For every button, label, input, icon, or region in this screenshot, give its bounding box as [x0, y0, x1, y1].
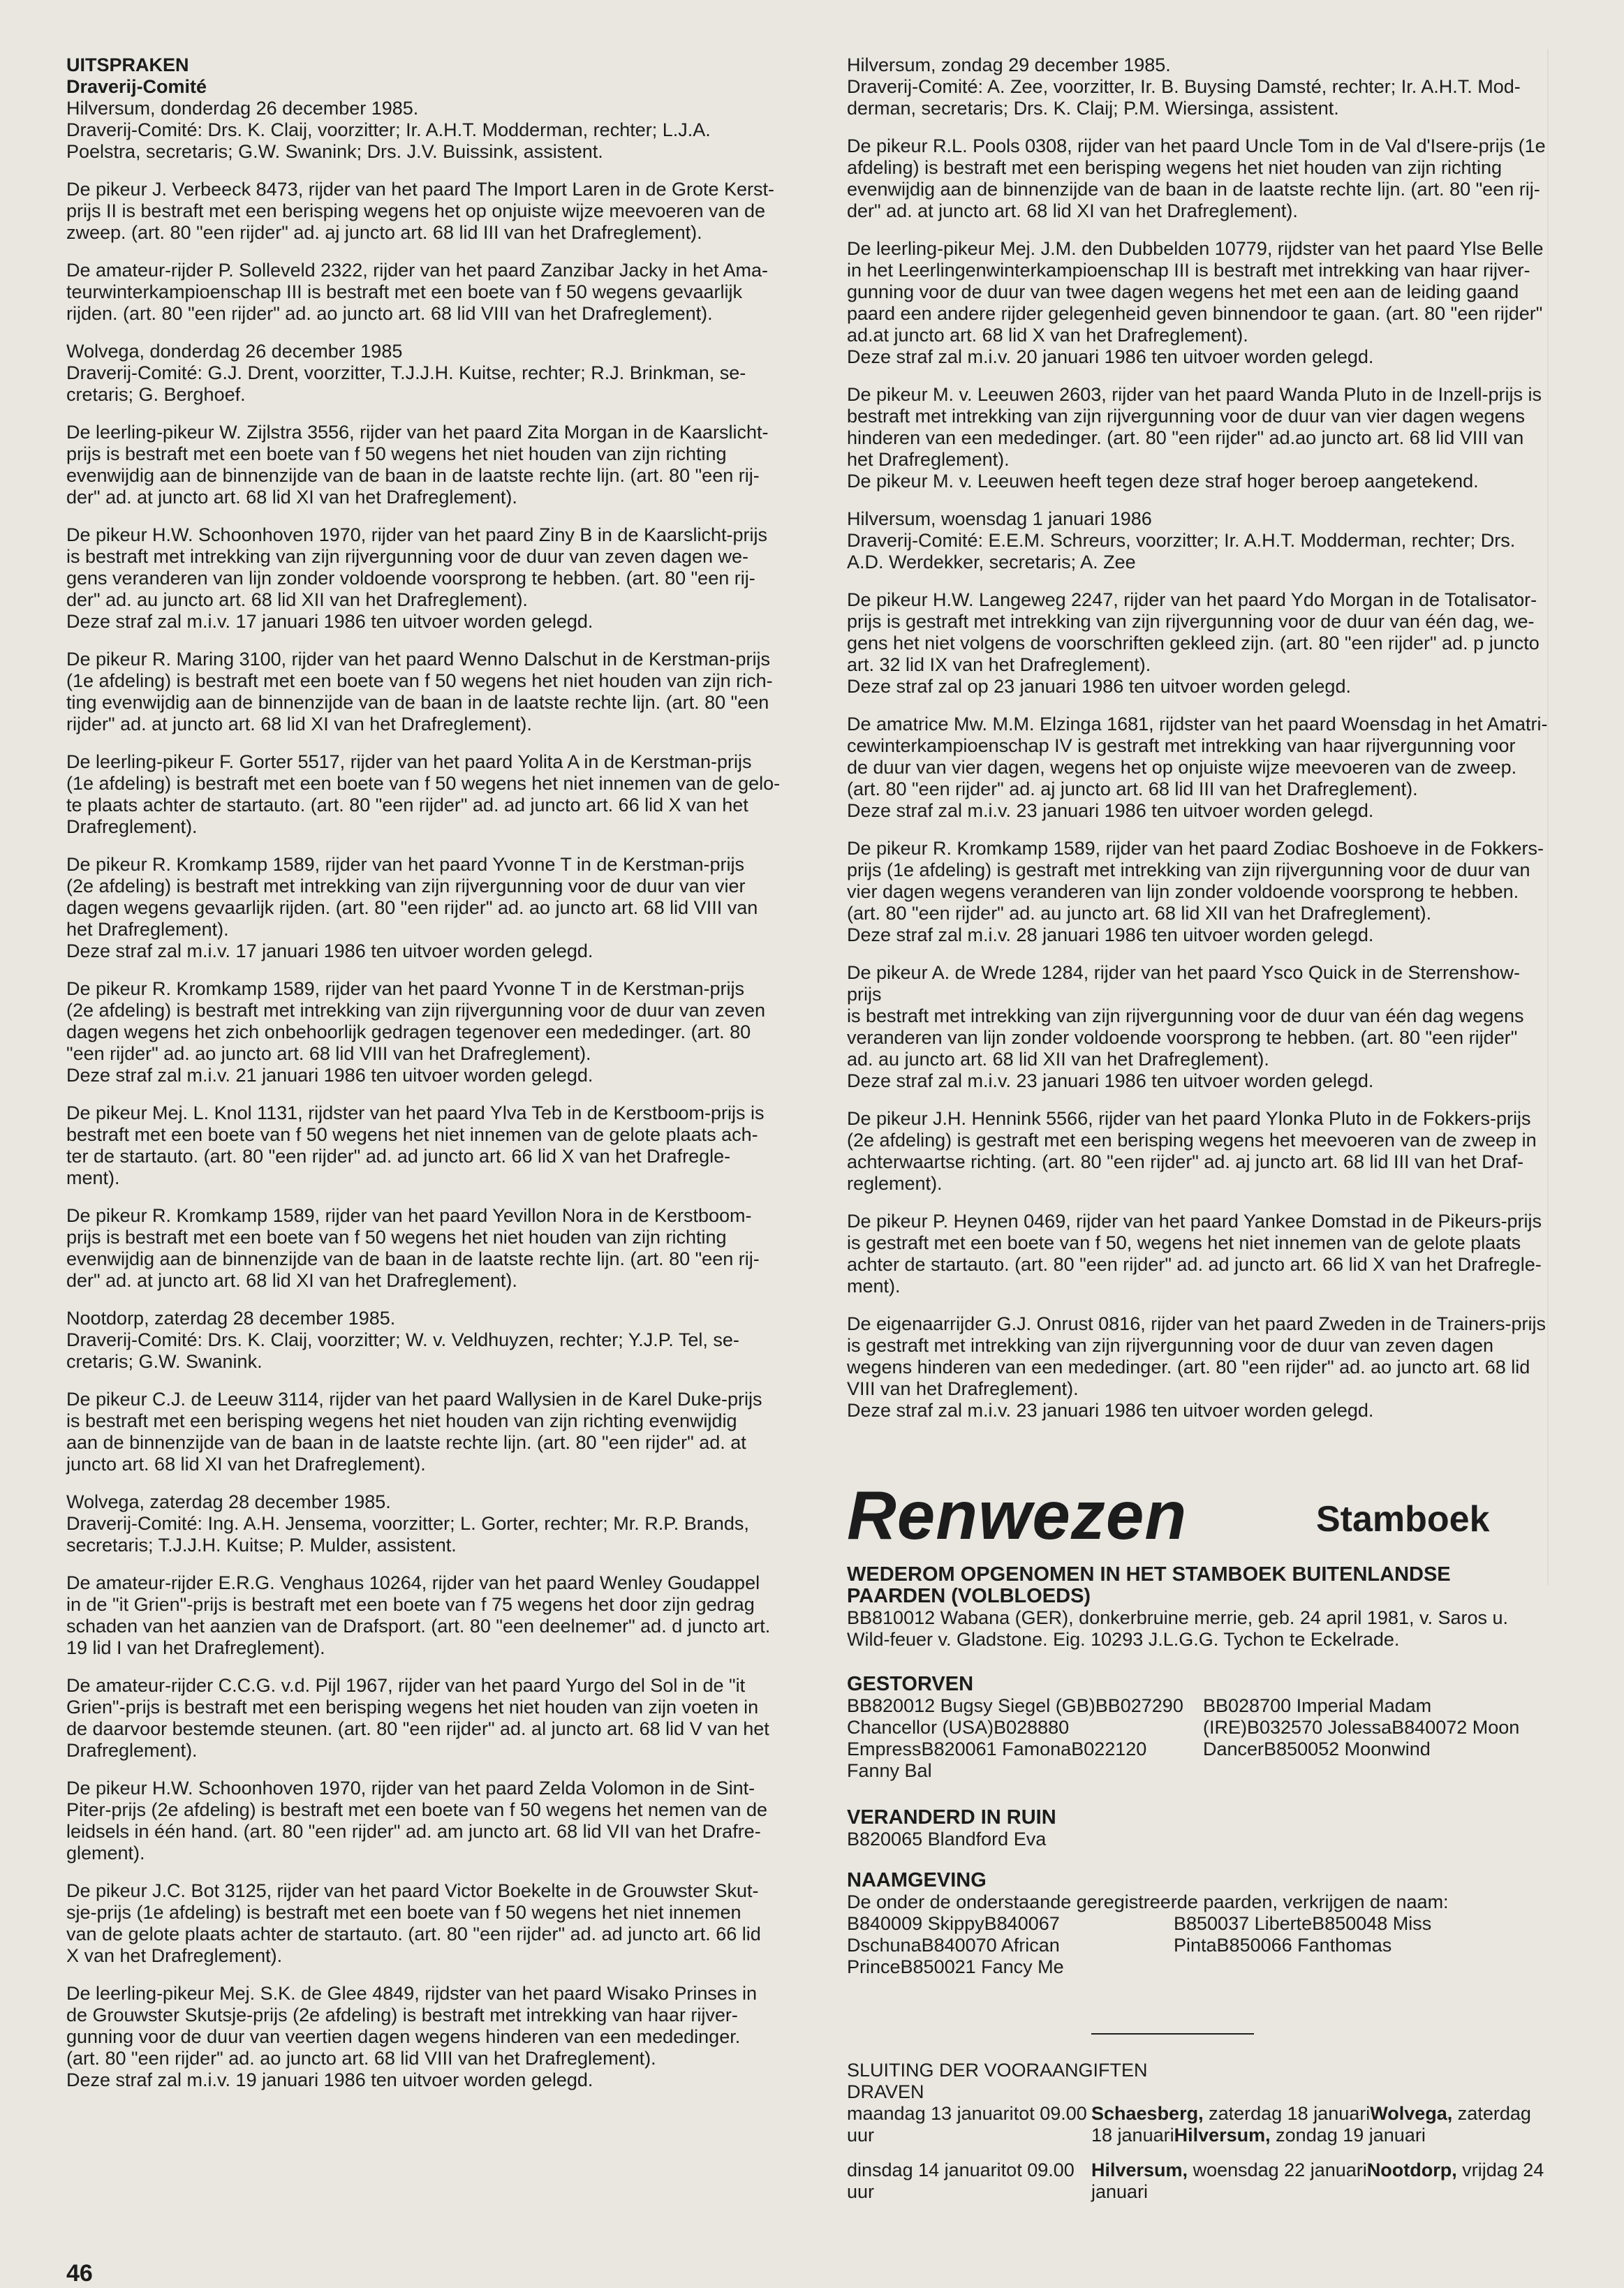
text-line: prijs II is bestraft met een berisping wegens het op onjuiste wijze meevoeren van de — [66, 200, 766, 221]
text-line: De leerling-pikeur W. Zijlstra 3556, rijder van het paard Zita Morgan in de Kaarslicht- — [66, 422, 769, 443]
text-line: VIII van het Drafreglement). — [847, 1378, 1079, 1399]
text-line: Deze straf zal m.i.v. 20 januari 1986 ten uitvoer worden gelegd. — [847, 346, 1374, 367]
text-line: Draverij-Comité: E.E.M. Schreurs, voorzitter; Ir. A.H.T. Modderman, rechter; Drs. — [847, 530, 1516, 551]
stamboek-entry: B840072 Moon Dancer — [1203, 1717, 1520, 1759]
text-line: het Drafreglement). — [847, 449, 1010, 470]
text-line: Grien"-prijs is bestraft met een berisping wegens het niet houden van zijn voeten in — [66, 1697, 759, 1718]
text-line: de daarvoor bestemde steunen. (art. 80 "een rijder" ad. al juncto art. 68 lid V van het — [66, 1718, 769, 1739]
stamboek-entry: B850021 Fancy Me — [900, 1956, 1064, 1977]
stamboek-entry: B850037 Liberte — [1174, 1913, 1313, 1934]
stamboek-entry: BB820012 Bugsy Siegel (GB) — [847, 1695, 1095, 1716]
text-line: Draverij-Comité: G.J. Drent, voorzitter, T.J.J.H. Kuitse, rechter; R.J. Brinkman, se- — [66, 362, 746, 383]
text-line: Deze straf zal m.i.v. 23 januari 1986 ten uitvoer worden gelegd. — [847, 1070, 1374, 1091]
text-line: de Grouwster Skutsje-prijs (2e afdeling) is bestraft met intrekking van haar rijver- — [66, 2005, 738, 2025]
text-line: De eigenaarrijder G.J. Onrust 0816, rijder van het paard Zweden in de Trainers-prijs — [847, 1313, 1546, 1334]
ruling-paragraph — [847, 54, 1552, 119]
stamboek-entry: BB027290 Chancellor (USA) — [847, 1695, 1183, 1738]
text-line: evenwijdig aan de binnenzijde van de baan in de laatste rechte lijn. (art. 80 "een rij- — [66, 1248, 760, 1269]
text-line: De pikeur J.C. Bot 3125, rijder van het paard Victor Boekelte in de Grouwster Skut- — [66, 1880, 759, 1901]
text-line: prijs (1e afdeling) is gestraft met intrekking van zijn rijvergunning voor de duur van — [847, 859, 1530, 880]
sluiting-subtitle: DRAVEN — [847, 2081, 924, 2102]
text-line: dagen wegens het zich onbehoorlijk gedragen tegenover een mededinger. (art. 80 — [66, 1021, 751, 1042]
text-line: Deze straf zal m.i.v. 23 januari 1986 ten uitvoer worden gelegd. — [847, 800, 1374, 821]
text-line: Deze straf zal m.i.v. 21 januari 1986 ten uitvoer worden gelegd. — [66, 1065, 593, 1086]
text-line: Drafreglement). — [66, 1740, 198, 1761]
text-line: cretaris; G.W. Swanink. — [66, 1351, 263, 1372]
ruling-paragraph — [847, 962, 1552, 1092]
text-line: X van het Drafreglement). — [66, 1945, 283, 1966]
text-line: juncto art. 68 lid XI van het Drafreglement). — [66, 1454, 426, 1475]
text-line: evenwijdig aan de binnenzijde van de baan in de laatste rechte lijn. (art. 80 "een rij- — [847, 179, 1540, 200]
ruling-paragraph — [66, 341, 810, 406]
meeting-place: Schaesberg, — [1091, 2103, 1204, 2124]
text-line: A.D. Werdekker, secretaris; A. Zee — [847, 552, 1136, 573]
ruling-paragraph — [847, 238, 1552, 368]
text-line: (art. 80 "een rijder" ad. aj juncto art. 68 lid III van het Drafreglement). — [847, 778, 1418, 799]
divider-rule — [1091, 2033, 1254, 2035]
meeting-date: woensdag 22 januari — [1188, 2160, 1367, 2180]
text-line: De pikeur R. Kromkamp 1589, rijder van het paard Yvonne T in de Kerstman-prijs — [66, 978, 744, 999]
text-line: Wolvega, donderdag 26 december 1985 — [66, 341, 403, 362]
naamgeving-list — [847, 1913, 1552, 1978]
text-line: van de gelote plaats achter de startauto. (art. 80 "een rijder" ad. ad juncto art. 66 lid — [66, 1924, 761, 1944]
text-line: gens veranderen van lijn zonder voldoende voorsprong te hebben. (art. 80 "een rij- — [66, 568, 755, 589]
text-line: Deze straf zal m.i.v. 28 januari 1986 ten uitvoer worden gelegd. — [847, 924, 1374, 945]
text-line: De pikeur R.L. Pools 0308, rijder van het paard Uncle Tom in de Val d'Isere-prijs (1e — [847, 135, 1546, 156]
text-line: Deze straf zal m.i.v. 19 januari 1986 ten uitvoer worden gelegd. — [66, 2069, 593, 2090]
text-line: teurwinterkampioenschap III is bestraft met een boete van f 50 wegens gevaarlijk — [66, 281, 743, 302]
text-line: ter de startauto. (art. 80 "een rijder" ad. ad juncto art. 66 lid X van het Drafregle- — [66, 1146, 731, 1167]
naamgeving-right-column — [1174, 1913, 1523, 1978]
text-line: aan de binnenzijde van de baan in de laatste rechte lijn. (art. 80 "een rijder" ad. at — [66, 1432, 746, 1453]
ruling-paragraph — [847, 838, 1552, 946]
text-line: Poelstra, secretaris; G.W. Swanink; Drs. J.V. Buissink, assistent. — [66, 141, 603, 162]
text-line: ad.at juncto art. 68 lid X van het Drafreglement). — [847, 325, 1248, 346]
text-line: De amateur-rijder P. Solleveld 2322, rijder van het paard Zanzibar Jacky in het Ama- — [66, 260, 769, 281]
text-line: gens het niet volgens de voorschriften gekleed zijn. (art. 80 "een rijder" ad. p juncto — [847, 633, 1540, 654]
ruling-paragraph — [66, 1389, 810, 1475]
gestorven-title: GESTORVEN — [847, 1673, 974, 1695]
text-line: De pikeur R. Kromkamp 1589, rijder van het paard Yvonne T in de Kerstman-prijs — [66, 854, 744, 875]
text-line: rijder" ad. at juncto art. 68 lid XI van het Drafreglement). — [66, 714, 532, 735]
text-line: prijs is gestraft met intrekking van zijn rijvergunning voor de duur van één dag, we- — [847, 611, 1535, 632]
text-line: gunning voor de duur van twee dagen wegens het met een aan de leiding gaand — [847, 281, 1519, 302]
text-line: Deze straf zal m.i.v. 23 januari 1986 ten uitvoer worden gelegd. — [847, 1400, 1374, 1421]
text-line: De pikeur J.H. Hennink 5566, rijder van het paard Ylonka Pluto in de Fokkers-prijs — [847, 1108, 1531, 1129]
deadline-line: dinsdag 14 januari — [847, 2160, 1001, 2180]
text-line: prijs is bestraft met een boete van f 50 wegens het niet houden van zijn richting — [66, 443, 727, 464]
text-line: De pikeur Mej. L. Knol 1131, rijdster van het paard Ylva Teb in de Kerstboom-prijs is — [66, 1102, 765, 1123]
text-line: Nootdorp, zaterdag 28 december 1985. — [66, 1308, 396, 1329]
text-line: "een rijder" ad. ao juncto art. 68 lid VIII van het Drafreglement). — [66, 1043, 591, 1064]
text-line: Drafreglement). — [66, 816, 198, 837]
text-line: De pikeur P. Heynen 0469, rijder van het paard Yankee Domstad in de Pikeurs-prijs — [847, 1211, 1542, 1232]
ruling-paragraph — [66, 1308, 810, 1373]
text-line: (2e afdeling) is bestraft met intrekking van zijn rijvergunning voor de duur van vier — [66, 876, 746, 896]
ruling-paragraph — [847, 135, 1552, 222]
right-column — [847, 54, 1552, 1438]
text-line: ment). — [66, 1167, 120, 1188]
stamboek-entry: BB028700 Imperial Madam (IRE) — [1203, 1695, 1432, 1738]
ruling-paragraph — [66, 524, 810, 633]
ruling-paragraph — [66, 1675, 810, 1762]
text-line: art. 32 lid IX van het Drafreglement). — [847, 654, 1151, 675]
stamboek-title: Stamboek — [1316, 1499, 1490, 1540]
text-line: De pikeur C.J. de Leeuw 3114, rijder van het paard Wallysien in de Karel Duke-prijs — [66, 1389, 762, 1410]
text-line: De leerling-pikeur Mej. S.K. de Glee 4849, rijdster van het paard Wisako Prinses in — [66, 1983, 757, 2004]
stamboek-entry: B850066 Fanthomas — [1216, 1935, 1392, 1956]
text-line: De pikeur H.W. Schoonhoven 1970, rijder van het paard Zelda Volomon in de Sint- — [66, 1778, 755, 1799]
text-line: De pikeur M. v. Leeuwen 2603, rijder van het paard Wanda Pluto in de Inzell-prijs is — [847, 384, 1542, 405]
left-ruling-list — [66, 98, 810, 2091]
wederom-entry — [847, 1607, 1552, 1651]
text-line: ment). — [847, 1276, 901, 1297]
text-line: De leerling-pikeur F. Gorter 5517, rijder van het paard Yolita A in de Kerstman-prijs — [66, 751, 752, 772]
stamboek-entry: B840070 African Prince — [847, 1935, 1060, 1977]
text-line: cretaris; G. Berghoef. — [66, 384, 246, 405]
ruling-paragraph — [847, 589, 1552, 698]
text-line: de duur van vier dagen, wegens het op onjuiste wijze meevoeren van de zweep. — [847, 757, 1517, 778]
deadline-line: maandag 13 januari — [847, 2103, 1014, 2124]
text-line: is bestraft met intrekking van zijn rijvergunning voor de duur van zeven dagen we- — [66, 546, 749, 567]
ruling-paragraph — [847, 1108, 1552, 1195]
text-line: Wolvega, zaterdag 28 december 1985. — [66, 1491, 391, 1512]
ruling-paragraph — [66, 1778, 810, 1864]
text-line: hinderen van een mededinger. (art. 80 "een rijder" ad.ao juncto art. 68 lid VIII van — [847, 427, 1524, 448]
stamboek-entry: B820061 Famona — [921, 1739, 1072, 1759]
sluiting-title: SLUITING DER VOORAANGIFTEN — [847, 2060, 1148, 2081]
text-line: De pikeur H.W. Schoonhoven 1970, rijder van het paard Ziny B in de Kaarslicht-prijs — [66, 524, 768, 545]
text-line: achterwaartse richting. (art. 80 "een rijder" ad. aj juncto art. 68 lid III van het Draf- — [847, 1151, 1524, 1172]
renwezen-title: Renwezen — [847, 1477, 1188, 1553]
text-line: is gestraft met een boete van f 50, wegens het niet innemen van de gelote plaats — [847, 1232, 1521, 1253]
bleed-through-margin — [1547, 49, 1618, 1585]
text-line: De pikeur M. v. Leeuwen heeft tegen deze straf hoger beroep aangetekend. — [847, 471, 1479, 492]
text-line: het Drafreglement). — [66, 919, 229, 940]
meeting-line — [1091, 2103, 1370, 2124]
ruling-paragraph — [66, 1983, 810, 2091]
meeting-place: Nootdorp, — [1366, 2160, 1457, 2180]
renwezen-header — [847, 1477, 1552, 1553]
ruin-title: VERANDERD IN RUIN — [847, 1806, 1056, 1829]
text-line: achter de startauto. (art. 80 "een rijder" ad. ad juncto art. 66 lid X van het Drafregle- — [847, 1254, 1542, 1275]
text-line: De pikeur H.W. Langeweg 2247, rijder van het paard Ydo Morgan in de Totalisator- — [847, 589, 1537, 610]
text-line: derman, secretaris; Drs. K. Claij; P.M. Wiersinga, assistent. — [847, 98, 1339, 119]
text-line: Draverij-Comité: A. Zee, voorzitter, Ir. B. Buysing Damsté, rechter; Ir. A.H.T. Mod- — [847, 76, 1521, 97]
meeting-line — [1091, 2160, 1367, 2180]
stamboek-entry: B840009 Skippy — [847, 1913, 984, 1934]
text-line: Hilversum, donderdag 26 december 1985. — [66, 98, 419, 119]
text-line: (1e afdeling) is bestraft met een boete van f 50 wegens het niet innemen van de gelo- — [66, 773, 781, 794]
text-line: prijs is bestraft met een boete van f 50 wegens het niet houden van zijn richting — [66, 1227, 727, 1248]
text-line: Hilversum, woensdag 1 januari 1986 — [847, 508, 1152, 529]
text-line: ting evenwijdig aan de binnenzijde van de baan in de laatste rechte lijn. (art. 80 "een — [66, 692, 769, 713]
text-line: evenwijdig aan de binnenzijde van de baan in de laatste rechte lijn. (art. 80 "een rij- — [66, 465, 760, 486]
stamboek-entry: B032570 Jolessa — [1247, 1717, 1392, 1738]
ruling-paragraph — [847, 1313, 1552, 1422]
text-line: schaden van het aanzien van de Drafsport. (art. 80 "een deelnemer" ad. d juncto art. — [66, 1616, 771, 1637]
text-line: De pikeur R. Kromkamp 1589, rijder van het paard Zodiac Boshoeve in de Fokkers- — [847, 838, 1544, 859]
ruling-paragraph — [66, 179, 810, 244]
text-line: Deze straf zal m.i.v. 17 januari 1986 ten uitvoer worden gelegd. — [66, 611, 593, 632]
ruling-paragraph — [66, 1572, 810, 1659]
text-line: ad. au juncto art. 68 lid XII van het Drafreglement). — [847, 1049, 1269, 1070]
text-line: Piter-prijs (2e afdeling) is bestraft met een boete van f 50 wegens het nemen van de — [66, 1799, 768, 1820]
ruling-paragraph — [66, 1205, 810, 1292]
text-line: Deze straf zal op 23 januari 1986 ten uitvoer worden gelegd. — [847, 676, 1351, 697]
wederom-line: BB810012 Wabana (GER), donkerbruine merrie, geb. 24 april 1981, v. Saros u. Wild- — [847, 1607, 1509, 1650]
ruling-paragraph — [66, 1880, 810, 1967]
text-line: wegens hinderen van een mededinger. (art. 80 "een rijder" ad. ao juncto art. 68 lid — [847, 1357, 1530, 1378]
meeting-date: zaterdag 18 januari — [1091, 2103, 1531, 2146]
text-line: veranderen van lijn zonder voldoende voorsprong te hebben. (art. 80 "een rijder" — [847, 1027, 1518, 1048]
text-line: gunning voor de duur van veertien dagen wegens hinderen van een mededinger. — [66, 2026, 741, 2047]
text-line: reglement). — [847, 1173, 943, 1194]
text-line: Hilversum, zondag 29 december 1985. — [847, 54, 1171, 75]
text-line: De leerling-pikeur Mej. J.M. den Dubbelden 10779, rijdster van het paard Ylse Belle — [847, 238, 1544, 259]
text-line: De amatrice Mw. M.M. Elzinga 1681, rijdster van het paard Woensdag in het Amatri- — [847, 714, 1548, 735]
gestorven-right-column — [1203, 1695, 1552, 1782]
stamboek-entry: B820065 Blandford Eva — [847, 1829, 1047, 1850]
text-line: De pikeur A. de Wrede 1284, rijder van het paard Ysco Quick in de Sterrenshow-prijs — [847, 962, 1521, 1005]
text-line: rijden. (art. 80 "een rijder" ad. ao juncto art. 68 lid VIII van het Drafreglement). — [66, 303, 713, 324]
meeting-place: Hilversum, — [1091, 2160, 1188, 2180]
ruling-paragraph — [847, 1211, 1552, 1297]
naamgeving-intro: De onder de onderstaande geregistreerde paarden, verkrijgen de naam: — [847, 1891, 1449, 1912]
ruling-paragraph — [66, 854, 810, 962]
text-line: (art. 80 "een rijder" ad. au juncto art. 68 lid XII van het Drafreglement). — [847, 903, 1432, 924]
text-line: zweep. (art. 80 "een rijder" ad. aj juncto art. 68 lid III van het Drafreglement). — [66, 222, 702, 243]
ruling-paragraph — [66, 422, 810, 508]
sluiting-schedule — [847, 2103, 1552, 2203]
meeting-date: vrijdag 24 januari — [1091, 2160, 1544, 2202]
sluiting-row — [847, 2160, 1552, 2203]
text-line: te plaats achter de startauto. (art. 80 "een rijder" ad. ad juncto art. 66 lid X van het — [66, 795, 748, 815]
text-line: secretaris; T.J.J.H. Kuitse; P. Mulder, assistent. — [66, 1535, 457, 1556]
wederom-title: WEDEROM OPGENOMEN IN HET STAMBOEK BUITENLANDSE PAARDEN (VOLBLOEDS) — [847, 1563, 1451, 1607]
meeting-line — [1174, 2125, 1426, 2146]
text-line: Draverij-Comité: Ing. A.H. Jensema, voorzitter; L. Gorter, rechter; Mr. R.P. Brands, — [66, 1513, 749, 1534]
meeting-date: zaterdag 18 januari — [1203, 2103, 1371, 2124]
text-line: afdeling) is bestraft met een berisping wegens het niet houden van zijn richting — [847, 157, 1503, 178]
gestorven-list — [847, 1695, 1552, 1782]
left-column — [66, 54, 810, 2107]
naamgeving-left-column — [847, 1913, 1174, 1978]
sluiting-section — [847, 2060, 1552, 2216]
text-line: Draverij-Comité: Drs. K. Claij, voorzitter; Ir. A.H.T. Modderman, rechter; L.J.A. — [66, 119, 711, 140]
text-line: De amateur-rijder E.R.G. Venghaus 10264, rijder van het paard Wenley Goudappel — [66, 1572, 760, 1593]
sluiting-meetings — [1091, 2160, 1552, 2203]
wederom-line: feuer v. Gladstone. Eig. 10293 J.L.G.G. Tychon te Eckelrade. — [889, 1629, 1400, 1650]
text-line: De pikeur J. Verbeeck 8473, rijder van het paard The Import Laren in de Grote Kerst- — [66, 179, 775, 200]
text-line: bestraft met een boete van f 50 wegens het niet innemen van de gelote plaats ach- — [66, 1124, 758, 1145]
meeting-place: Hilversum, — [1174, 2125, 1271, 2146]
text-line: Deze straf zal m.i.v. 17 januari 1986 ten uitvoer worden gelegd. — [66, 940, 593, 961]
deadline-line: tot 09.00 uur — [847, 2103, 1087, 2146]
text-line: dagen wegens gevaarlijk rijden. (art. 80 "een rijder" ad. ao juncto art. 68 lid VIII van — [66, 897, 758, 918]
text-line: (2e afdeling) is bestraft met intrekking van zijn rijvergunning voor de duur van zeven — [66, 1000, 766, 1021]
draverij-comite-subheading: Draverij-Comité — [66, 76, 207, 97]
ruling-paragraph — [66, 978, 810, 1086]
ruling-paragraph — [66, 751, 810, 838]
text-line: leidsels in één hand. (art. 80 "een rijder" ad. am juncto art. 68 lid VII van het Drafre- — [66, 1821, 761, 1842]
text-line: 19 lid I van het Drafreglement). — [66, 1637, 325, 1658]
text-line: der" ad. at juncto art. 68 lid XI van het Drafreglement). — [847, 200, 1298, 221]
gestorven-left-column — [847, 1695, 1203, 1782]
text-line: (1e afdeling) is bestraft met een boete van f 50 wegens het niet houden van zijn rich- — [66, 670, 773, 691]
text-line: (2e afdeling) is gestraft met een berisping wegens het meevoeren van de zweep in — [847, 1130, 1537, 1151]
ruin-list — [847, 1829, 1552, 1850]
ruling-paragraph — [66, 98, 810, 163]
text-line: is bestraft met intrekking van zijn rijvergunning voor de duur van één dag wegens — [847, 1005, 1524, 1026]
ruling-paragraph — [847, 714, 1552, 822]
ruling-paragraph — [66, 1102, 810, 1189]
ruling-paragraph — [66, 260, 810, 325]
sluiting-deadline — [847, 2160, 1091, 2203]
text-line: paard een andere rijder gelegenheid geven binnendoor te gaan. (art. 80 "een rijder" — [847, 303, 1543, 324]
text-line: der" ad. at juncto art. 68 lid XI van het Drafreglement). — [66, 1270, 517, 1291]
sluiting-deadline — [847, 2103, 1091, 2146]
stamboek-entry: B840067 Dschuna — [847, 1913, 1060, 1956]
text-line: in het Leerlingenwinterkampioenschap III is bestraft met intrekking van haar rijver- — [847, 260, 1530, 281]
ruling-paragraph — [66, 1491, 810, 1556]
stamboek-entry: B850048 Miss Pinta — [1174, 1913, 1432, 1956]
uitspraken-heading: UITSPRAKEN — [66, 54, 189, 75]
text-line: in de "it Grien"-prijs is bestraft met een boete van f 75 wegens het door zijn gedrag — [66, 1594, 755, 1615]
sluiting-meetings — [1091, 2103, 1552, 2146]
stamboek-entry: B850052 Moonwind — [1264, 1739, 1431, 1759]
text-line: is bestraft met een berisping wegens het niet houden van zijn richting evenwijdig — [66, 1410, 737, 1431]
ruling-paragraph — [847, 384, 1552, 492]
right-ruling-list — [847, 54, 1552, 1422]
naamgeving-title: NAAMGEVING — [847, 1869, 987, 1891]
text-line: bestraft met intrekking van zijn rijvergunning voor de duur van vier dagen wegens — [847, 406, 1526, 427]
text-line: Draverij-Comité: Drs. K. Claij, voorzitter; W. v. Veldhuyzen, rechter; Y.J.P. Tel, se- — [66, 1329, 739, 1350]
stamboek-section — [847, 1564, 1552, 1978]
text-line: De pikeur R. Maring 3100, rijder van het paard Wenno Dalschut in de Kerstman-prijs — [66, 649, 770, 670]
text-line: De amateur-rijder C.C.G. v.d. Pijl 1967, rijder van het paard Yurgo del Sol in de "it — [66, 1675, 746, 1696]
stamboek-entry: B028880 Empress — [847, 1717, 1070, 1759]
text-line: glement). — [66, 1843, 145, 1863]
meeting-date: zondag 19 januari — [1270, 2125, 1426, 2146]
text-line: De pikeur R. Kromkamp 1589, rijder van het paard Yevillon Nora in de Kerstboom- — [66, 1205, 752, 1226]
text-line: vier dagen wegens veranderen van lijn zonder voldoende voorsprong te hebben. — [847, 881, 1519, 902]
deadline-line: tot 09.00 uur — [847, 2160, 1075, 2202]
text-line: (art. 80 "een rijder" ad. ao juncto art. 68 lid VIII van het Drafreglement). — [66, 2048, 656, 2069]
text-line: der" ad. au juncto art. 68 lid XII van het Drafreglement). — [66, 589, 528, 610]
stamboek-entry: B022120 Fanny Bal — [847, 1739, 1147, 1781]
page-number: 46 — [66, 2260, 93, 2287]
ruling-paragraph — [847, 508, 1552, 573]
text-line: cewinterkampioenschap IV is gestraft met intrekking van haar rijvergunning voor — [847, 735, 1516, 756]
meeting-place: Wolvega, — [1370, 2103, 1453, 2124]
text-line: is gestraft met intrekking van zijn rijvergunning voor de duur van zeven dagen — [847, 1335, 1494, 1356]
ruling-paragraph — [66, 649, 810, 735]
text-line: sje-prijs (1e afdeling) is bestraft met een boete van f 50 wegens het niet innemen — [66, 1902, 741, 1923]
text-line: der" ad. at juncto art. 68 lid XI van het Drafreglement). — [66, 487, 517, 508]
sluiting-row — [847, 2103, 1552, 2146]
